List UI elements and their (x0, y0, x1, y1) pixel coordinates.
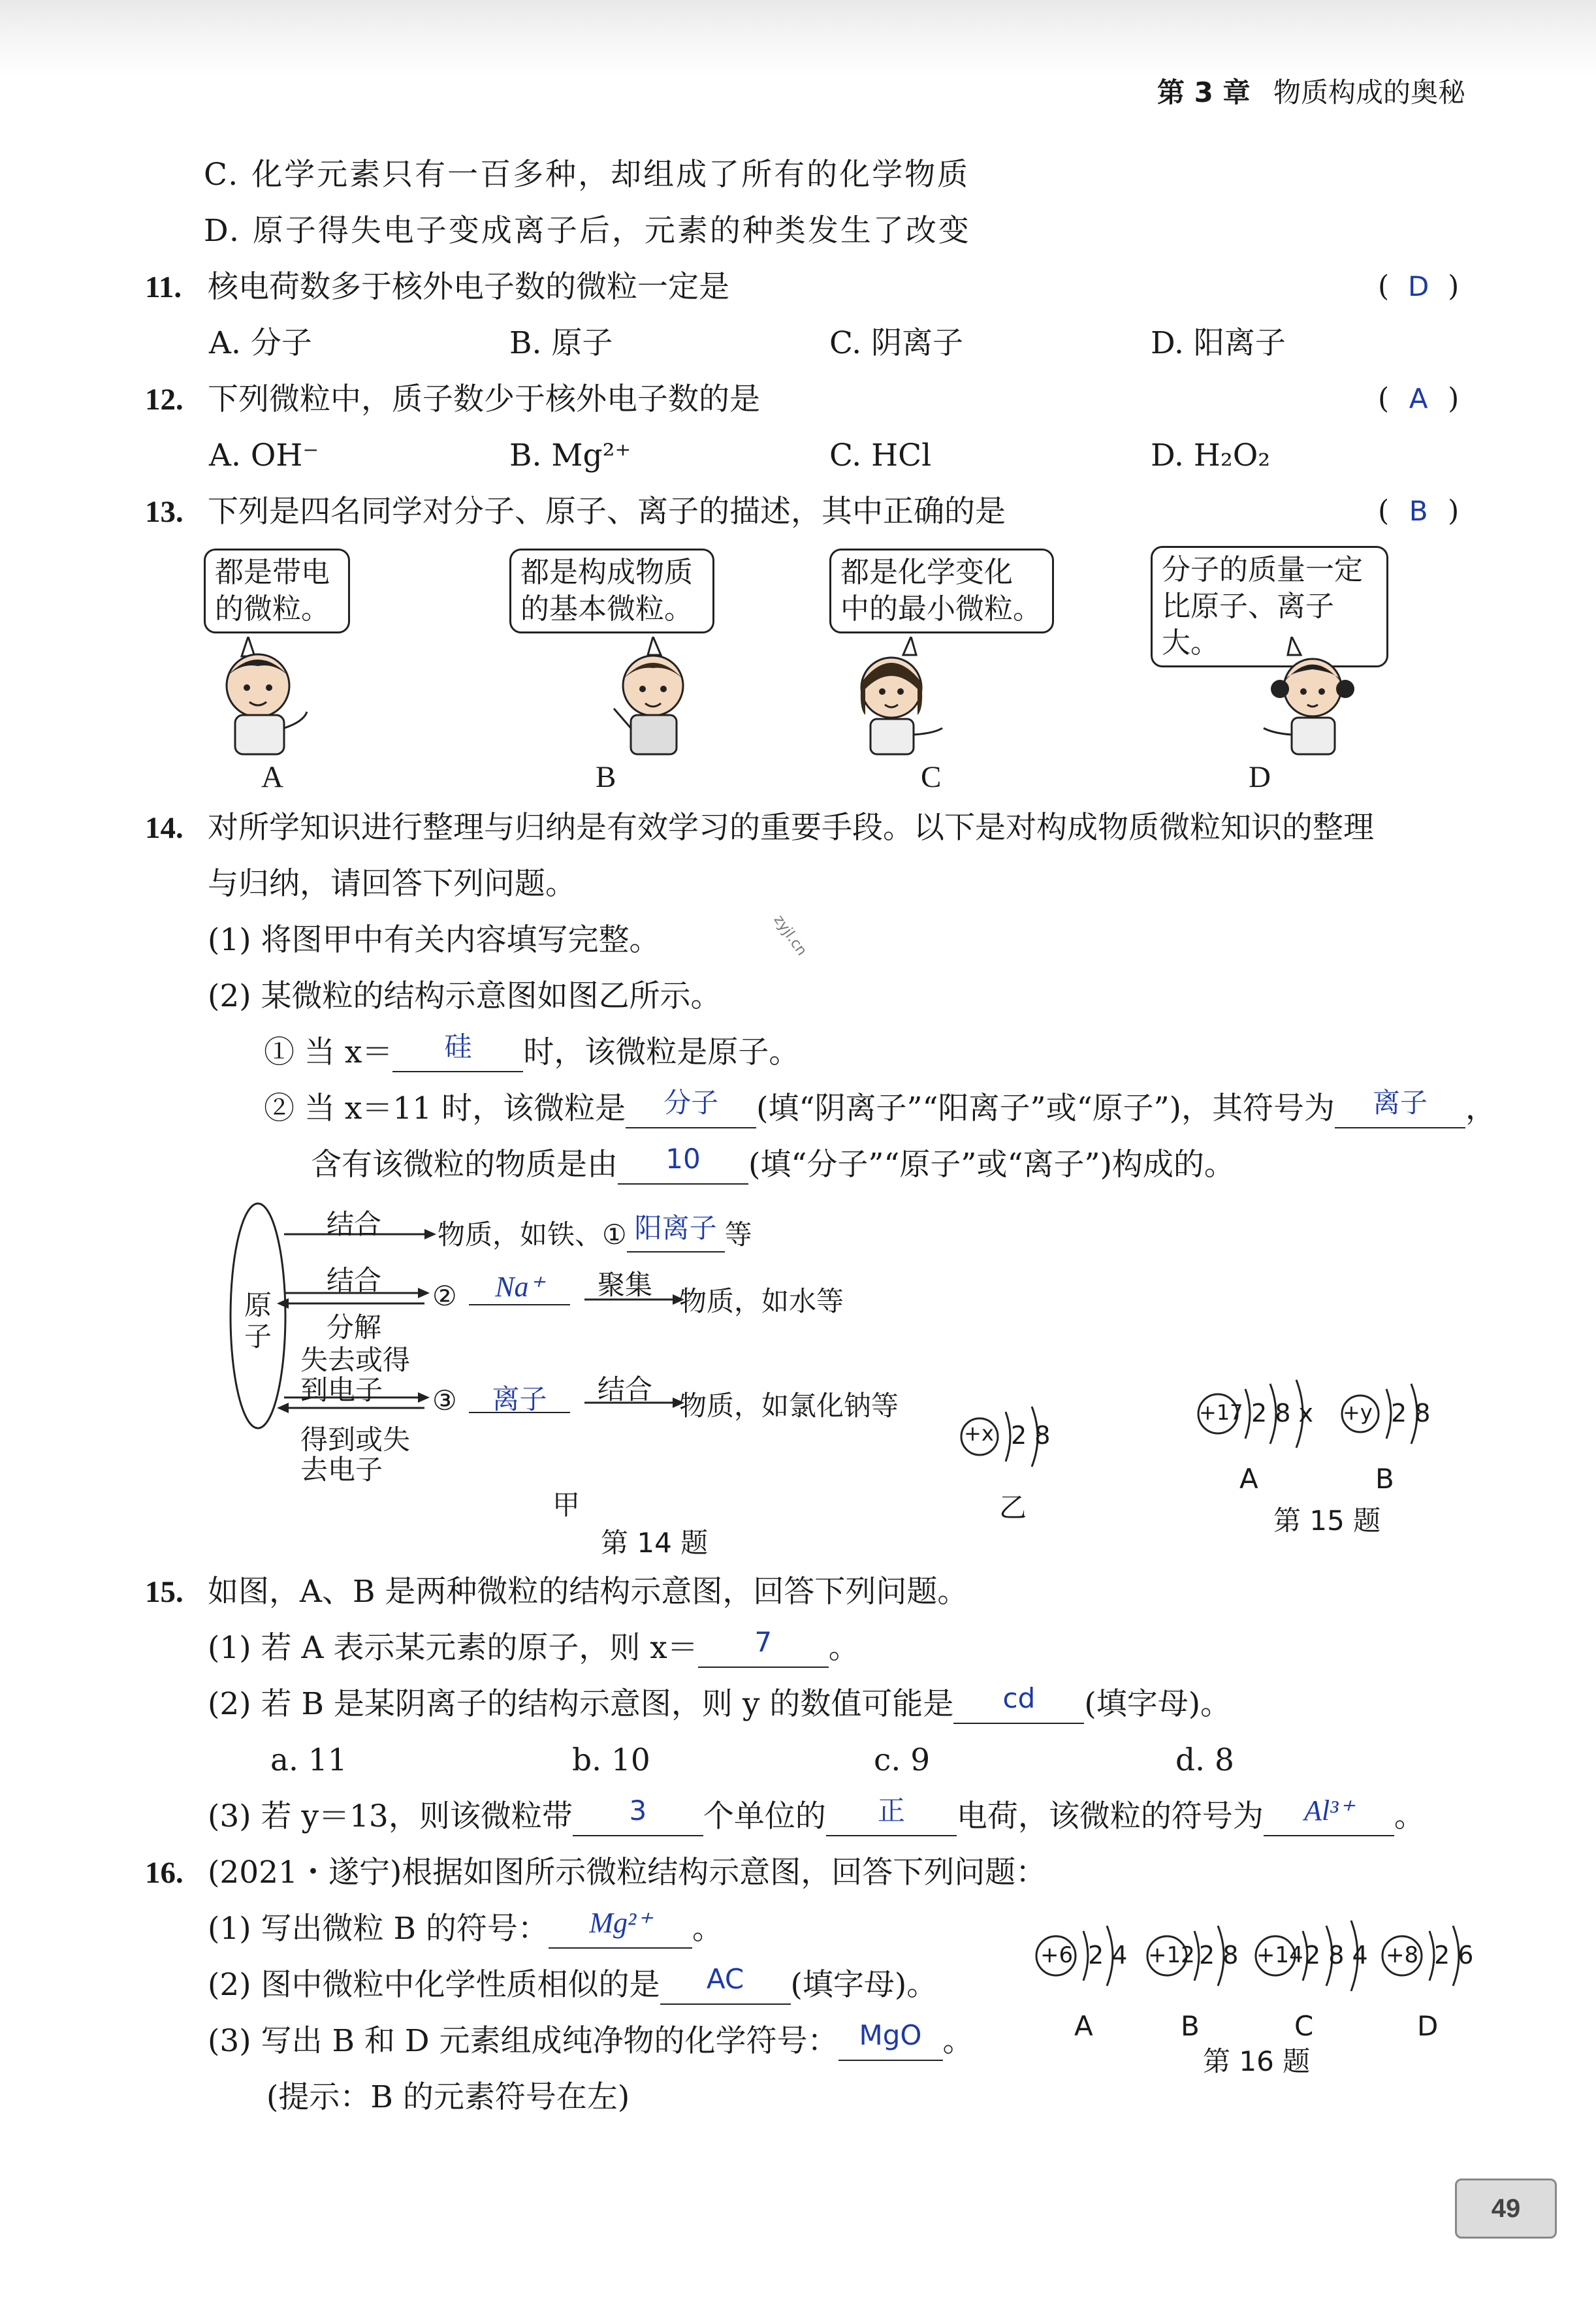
q14-part2b-prefix: ② 当 x＝11 时，该微粒是 (264, 1091, 626, 1126)
q14-part2c-answer: 10 (665, 1143, 701, 1175)
chapter-label: 第 3 章 (1157, 76, 1251, 108)
fig16-d-shells: 2 6 (1434, 1941, 1474, 1970)
q14-stem-line2: 与归纳，请回答下列问题。 (208, 866, 576, 902)
q15-part1-prefix: (1) 若 A 表示某元素的原子，则 x＝ (208, 1630, 698, 1666)
q15-option-d: d. 8 (1175, 1742, 1234, 1778)
q14-stem-line1: 对所学知识进行整理与归纳是有效学习的重要手段。以下是对构成物质微粒知识的整理 (208, 810, 1374, 846)
q15-part3-answer3: Al³⁺ (1304, 1795, 1354, 1827)
q11-number: 11. (145, 270, 182, 304)
diagram-jia-atom: 原子 (244, 1289, 272, 1352)
q16-part2-prefix: (2) 图中微粒中化学性质相似的是 (208, 1967, 660, 2003)
q14-part2b-blank2 (1335, 1087, 1465, 1128)
fig15-label-a: A (1239, 1463, 1258, 1495)
q16-part3-blank (838, 2019, 943, 2061)
q12-option-a: A. OH⁻ (209, 438, 319, 473)
student-a-illustration (196, 637, 327, 761)
q15-part3-blank1 (573, 1795, 703, 1836)
watermark-text: zyjl.cn (770, 912, 810, 959)
q15-option-c: c. 9 (874, 1742, 931, 1778)
q15-part1-answer: 7 (754, 1626, 773, 1658)
diagram-jia-row2-text: 物质，如水等 (679, 1285, 844, 1317)
fig14-caption: 第 14 题 (601, 1527, 709, 1559)
q16-number: 16. (145, 1856, 184, 1890)
q16-part1-end: 。 (692, 1911, 723, 1947)
scan-shadow (0, 0, 1596, 78)
fig16-b-shells: 2 8 (1199, 1941, 1239, 1970)
q12-option-c: C. HCl (829, 438, 932, 473)
q15-number: 15. (145, 1575, 184, 1609)
q15-part3-answer2: 正 (877, 1795, 905, 1827)
q16-part1 (208, 1909, 723, 1949)
fig16-a-nucleus: +6 (1040, 1942, 1074, 1968)
speech-bubble-c (829, 549, 1054, 633)
q15-stem: 如图，A、B 是两种微粒的结构示意图，回答下列问题。 (208, 1574, 968, 1610)
q14-part2c-suffix: (填“分子”“原子”或“离子”)构成的。 (748, 1147, 1235, 1183)
q16-part3 (208, 2019, 974, 2061)
q16-part3-end: 。 (942, 2023, 974, 2059)
q11-option-d: D. 阳离子 (1151, 325, 1286, 361)
q16-part2-answer: AC (706, 1963, 744, 1995)
q13-stem: 下列是四名同学对分子、原子、离子的描述，其中正确的是 (208, 494, 1006, 530)
fig16-label-c: C (1294, 2010, 1314, 2042)
diagram-jia-row3-blank (469, 1378, 570, 1413)
q14-part2a-suffix: 时，该微粒是原子。 (523, 1034, 800, 1070)
fig16-label-d: D (1417, 2010, 1439, 2042)
fig15-b-nucleus: +y (1343, 1400, 1373, 1425)
diagram-jia-row3-circle: ③ (432, 1384, 457, 1416)
q14-part2a-blank (392, 1030, 523, 1072)
q14-part2c-blank (618, 1143, 748, 1185)
q14-part2b-answer1: 分子 (663, 1087, 719, 1119)
diagram-jia-row1-answer: 阳离子 (634, 1212, 717, 1244)
diagram-jia-caption: 甲 (552, 1489, 581, 1521)
q16-part2-end: (填字母)。 (790, 1967, 938, 2003)
q15-part2-prefix: (2) 若 B 是某阴离子的结构示意图，则 y 的数值可能是 (208, 1686, 954, 1722)
diagram-jia-row3-top2: 到电子 (300, 1374, 383, 1406)
fig15-b-shells: 2 8 (1391, 1399, 1431, 1428)
q16-part2-blank (660, 1963, 791, 2005)
fig16-label-b: B (1181, 2010, 1200, 2042)
diagram-jia-row3-top1: 失去或得 (300, 1344, 411, 1376)
q15-part1 (208, 1626, 859, 1668)
diagram-jia-row2-blank (469, 1270, 570, 1305)
q12-option-d: D. H₂O₂ (1151, 438, 1271, 473)
fig15-a-shells: 2 8 x (1251, 1399, 1313, 1428)
student-d-illustration (1247, 637, 1378, 761)
student-b-illustration (588, 637, 718, 761)
q15-part2-answer: cd (1002, 1682, 1036, 1714)
diagram-jia-row1 (438, 1213, 752, 1253)
q16-part1-blank (549, 1907, 692, 1949)
q11-stem: 核电荷数多于核外电子数的微粒一定是 (208, 269, 729, 305)
q15-part3-middle2: 电荷，该微粒的符号为 (956, 1798, 1264, 1834)
q11-option-c: C. 阴离子 (829, 325, 964, 361)
q16-part3-answer: MgO (859, 2019, 922, 2051)
q15-part1-end: 。 (828, 1630, 859, 1666)
chapter-title: 物质构成的奥秘 (1273, 76, 1466, 108)
q12-number: 12. (145, 383, 184, 417)
q15-part2 (208, 1682, 1232, 1724)
q15-option-a: a. 11 (270, 1742, 347, 1778)
bubble-c-line2: 中的最小微粒。 (840, 592, 1042, 626)
fig16-b-nucleus: +12 (1148, 1942, 1195, 1968)
diagram-jia-row2-arrow: 聚集 (598, 1269, 653, 1301)
q14-part2a (264, 1030, 800, 1072)
q13-number: 13. (145, 495, 184, 529)
speech-bubble-b (509, 549, 714, 633)
diagram-jia-row2-answer: Na⁺ (495, 1271, 544, 1303)
fig16-label-a: A (1074, 2010, 1093, 2042)
bubble-a-line1: 都是带电 (215, 556, 330, 589)
bubble-d-line2: 比原子、离子大。 (1162, 590, 1334, 660)
q16-part2 (208, 1963, 938, 2005)
q15-part3-prefix: (3) 若 y＝13，则该微粒带 (208, 1798, 573, 1834)
q12-option-b: B. Mg²⁺ (509, 438, 631, 473)
fig15-a-nucleus: +17 (1199, 1400, 1243, 1425)
q15-part1-blank (698, 1626, 829, 1668)
fig15-caption: 第 15 题 (1273, 1505, 1381, 1537)
diagram-yi-nucleus: +x (964, 1421, 994, 1446)
diagram-jia-row2-bottom: 分解 (327, 1311, 382, 1343)
q16-stem: (2021・遂宁)根据如图所示微粒结构示意图，回答下列问题： (208, 1855, 1047, 1891)
q11-answer: D (1408, 270, 1429, 302)
q16-part1-answer: Mg²⁺ (589, 1907, 652, 1939)
diagram-jia-row1-end: 等 (724, 1219, 752, 1251)
student-c-label: C (921, 760, 942, 794)
student-b-label: B (596, 760, 616, 794)
q15-part3-middle1: 个单位的 (703, 1798, 826, 1834)
diagram-jia-row2-circle: ② (432, 1280, 457, 1312)
q11-option-a: A. 分子 (209, 325, 312, 361)
q14-part2b-middle: (填“阴离子”“阳离子”或“原子”)，其符号为 (756, 1091, 1335, 1126)
q15-part3-blank3 (1264, 1795, 1394, 1836)
diagram-jia-row1-arrow: 结合 (327, 1208, 382, 1240)
q14-part2b (264, 1089, 1496, 1128)
diagram-jia-row3-arrow: 结合 (598, 1373, 653, 1405)
bubble-b-line2: 的基本微粒。 (520, 592, 693, 626)
q15-part3 (208, 1797, 1425, 1836)
fig16-d-nucleus: +8 (1386, 1942, 1419, 1968)
q14-part2b-blank1 (626, 1087, 756, 1128)
q14-part2c-prefix: 含有该微粒的物质是由 (311, 1147, 618, 1183)
q16-part1-prefix: (1) 写出微粒 B 的符号： (208, 1911, 549, 1947)
fig16-c-shells: 2 8 4 (1305, 1941, 1368, 1970)
q15-part2-end: (填字母)。 (1084, 1686, 1232, 1722)
q14-part2a-prefix: ① 当 x＝ (264, 1034, 393, 1070)
diagram-jia-row3-answer: 离子 (492, 1383, 547, 1415)
diagram-jia-row2-top: 结合 (327, 1264, 382, 1296)
student-d-label: D (1249, 760, 1271, 794)
bubble-b-line1: 都是构成物质 (520, 556, 693, 589)
diagram-yi-caption: 乙 (999, 1492, 1027, 1524)
q15-part2-blank (953, 1682, 1084, 1724)
q13-answer-paren: ( B ) (1378, 491, 1459, 531)
q14-part2c (311, 1145, 1235, 1185)
diagram-jia-row1-blank (627, 1212, 725, 1253)
diagram-jia-row3-bottom2: 去电子 (300, 1454, 383, 1486)
diagram-jia-row1-text: 物质，如铁、① (438, 1219, 627, 1251)
q13-answer: B (1409, 495, 1428, 527)
q15-part3-end: 。 (1394, 1798, 1425, 1834)
q14-part2a-answer: 硅 (444, 1030, 472, 1062)
q14-part2b-answer2: 离子 (1372, 1087, 1428, 1119)
q12-stem: 下列微粒中，质子数少于核外电子数的是 (208, 381, 760, 417)
q15-option-b: b. 10 (572, 1742, 650, 1778)
q14-part2b-end: ， (1465, 1091, 1496, 1126)
q10-option-d: D. 原子得失电子变成离子后，元素的种类发生了改变 (204, 213, 971, 249)
q10-option-c: C. 化学元素只有一百多种，却组成了所有的化学物质 (204, 157, 970, 193)
diagram-jia-row3-bottom1: 得到或失 (300, 1424, 411, 1456)
q11-option-b: B. 原子 (509, 325, 613, 361)
page-number: 49 (1455, 2178, 1557, 2239)
bubble-a-line2: 的微粒。 (215, 592, 330, 626)
q14-number: 14. (145, 811, 184, 845)
q12-answer: A (1409, 383, 1428, 415)
q14-part1: (1) 将图甲中有关内容填写完整。 (208, 922, 660, 958)
q14-part2: (2) 某微粒的结构示意图如图乙所示。 (208, 978, 722, 1014)
diagram-jia-row3-text: 物质，如氯化钠等 (679, 1390, 899, 1422)
q16-part3-prefix: (3) 写出 B 和 D 元素组成纯净物的化学符号： (208, 2023, 838, 2059)
q15-part3-answer1: 3 (629, 1795, 647, 1827)
student-a-label: A (261, 760, 283, 794)
fig16-a-shells: 2 4 (1088, 1941, 1128, 1970)
q16-hint: (提示：B 的元素符号在左) (266, 2079, 630, 2115)
q12-answer-paren: ( A ) (1378, 379, 1459, 419)
bubble-d-line1: 分子的质量一定 (1162, 553, 1363, 586)
q11-answer-paren: ( D ) (1378, 266, 1459, 306)
q15-part3-blank2 (826, 1795, 957, 1836)
diagram-yi-shells-numbers: 2 8 (1011, 1421, 1051, 1450)
fig15-label-b: B (1375, 1463, 1394, 1495)
bubble-c-line1: 都是化学变化 (840, 556, 1013, 589)
fig16-c-nucleus: +14 (1256, 1942, 1303, 1968)
fig16-caption: 第 16 题 (1203, 2045, 1311, 2077)
student-c-illustration (826, 637, 957, 761)
speech-bubble-a (204, 549, 350, 633)
